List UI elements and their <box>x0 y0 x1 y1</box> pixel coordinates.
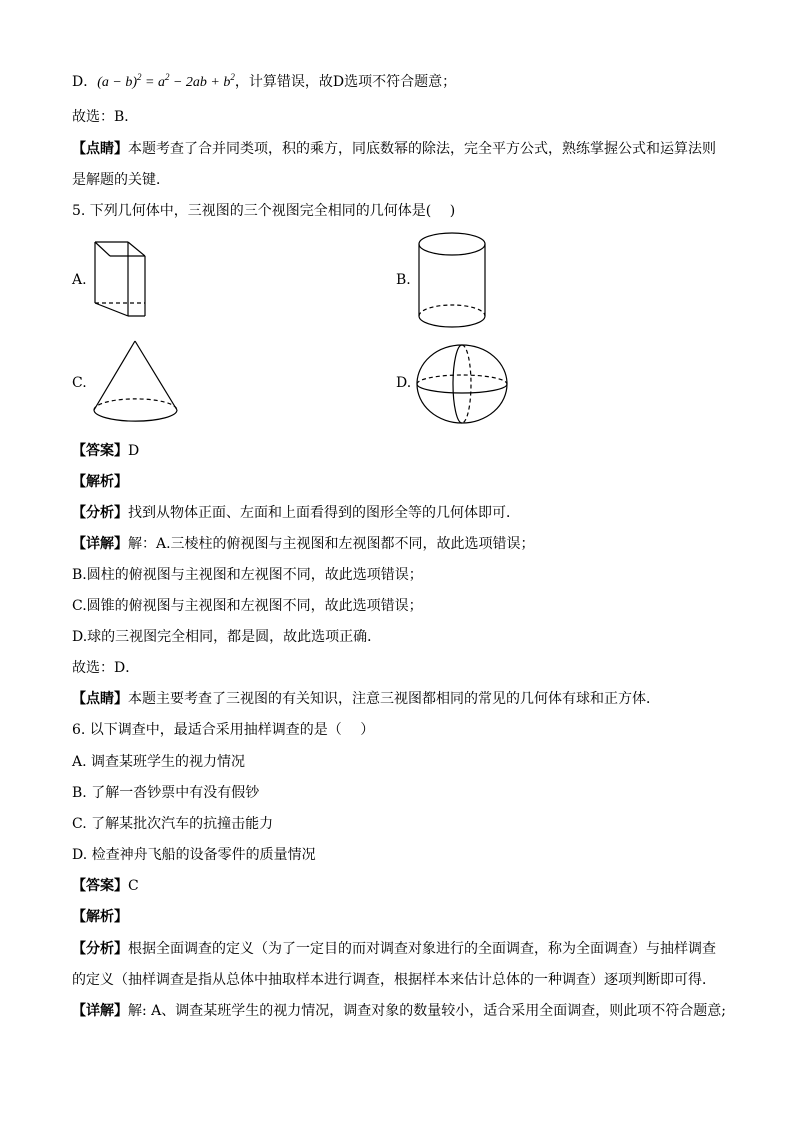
question-6-stem: 6. 以下调查中，最适合采用抽样调查的是（ ） <box>72 722 375 738</box>
comment-line-2: 是解题的关键． <box>72 172 170 188</box>
comment-text: 本题考查了合并同类项，积的乘方，同底数幂的除法，完全平方公式，熟练掌握公式和运算法则 <box>128 141 716 157</box>
analysis-tag: 【解析】 <box>72 474 128 490</box>
analysis-tag: 【解析】 <box>72 909 128 925</box>
fenxi-tag: 【分析】 <box>72 941 128 957</box>
choice-line: 故选：B． <box>72 109 139 125</box>
fenxi-text: 找到从物体正面、左面和上面看得到的图形全等的几何体即可． <box>128 505 520 521</box>
exponent: 2 <box>230 72 235 82</box>
option-a: A. 调查某班学生的视力情况 <box>72 754 246 770</box>
answer-tag: 【答案】 <box>72 443 128 459</box>
analysis-line-2: 的定义（抽样调查是指从总体中抽取样本进行调查，根据样本来估计总体的一种调查）逐项判断即可得． <box>72 972 716 988</box>
option-d: D. 检查神舟飞船的设备零件的质量情况 <box>72 847 316 863</box>
option-b-label: B. <box>396 272 411 288</box>
expression-rhs-mid: − 2ab + b <box>169 75 231 90</box>
detail-line <box>72 534 535 554</box>
answer-line <box>72 441 139 461</box>
answer-line <box>72 876 139 896</box>
comment-line <box>72 689 660 709</box>
fenxi-tag: 【分析】 <box>72 505 128 521</box>
analysis-line <box>72 503 520 523</box>
question-5-stem: 5. 下列几何体中，三视图的三个视图完全相同的几何体是( ) <box>72 203 456 219</box>
option-label: D． <box>72 74 98 90</box>
analysis-line <box>72 939 716 959</box>
expression-lhs: (a − b) <box>97 75 138 90</box>
option-a-label: A. <box>72 272 87 288</box>
answer-value: C <box>128 878 139 894</box>
expression-tail: ，计算错误，故D选项不符合题意； <box>234 74 457 90</box>
option-b: B. 了解一沓钞票中有没有假钞 <box>72 785 260 801</box>
answer-value: D <box>128 443 140 459</box>
option-c: C. 了解某批次汽车的抗撞击能力 <box>72 816 274 832</box>
detail-b-line: B.圆柱的俯视图与主视图和左视图不同，故此选项错误； <box>72 567 423 583</box>
comment-line <box>72 139 716 159</box>
detail-c-line: C.圆锥的俯视图与主视图和左视图不同，故此选项错误； <box>72 598 423 614</box>
xiangjie-tag: 【详解】 <box>72 1003 128 1019</box>
exponent: 2 <box>164 72 170 82</box>
xiangjie-tag: 【详解】 <box>72 536 128 552</box>
exponent: 2 <box>137 72 142 82</box>
triangular-prism-icon <box>88 240 154 320</box>
choice-line: 故选：D． <box>72 660 140 676</box>
comment-tag: 【点睛】 <box>72 691 128 707</box>
detail-line <box>72 1001 726 1021</box>
expression-rhs-a: = a <box>141 75 165 90</box>
cylinder-icon <box>416 230 488 330</box>
sphere-icon <box>414 342 510 426</box>
comment-text: 本题主要考查了三视图的有关知识，注意三视图都相同的常见的几何体有球和正方体． <box>128 691 660 707</box>
comment-tag: 【点睛】 <box>72 141 128 157</box>
answer-tag: 【答案】 <box>72 878 128 894</box>
detail-d-line: D.球的三视图完全相同，都是圆，故此选项正确． <box>72 629 382 645</box>
option-d-expression-line <box>72 72 456 93</box>
cone-icon <box>90 338 182 428</box>
fenxi-text: 根据全面调查的定义（为了一定目的而对调查对象进行的全面调查，称为全面调查）与抽样调查 <box>128 941 716 957</box>
option-d-label: D. <box>396 375 412 391</box>
xiangjie-text: 解：A.三棱柱的俯视图与主视图和左视图都不同，故此选项错误； <box>128 536 535 552</box>
xiangjie-text: 解: A、调查某班学生的视力情况，调查对象的数量较小，适合采用全面调查，则此项不符合题意; <box>128 1003 726 1019</box>
option-c-label: C. <box>72 375 87 391</box>
